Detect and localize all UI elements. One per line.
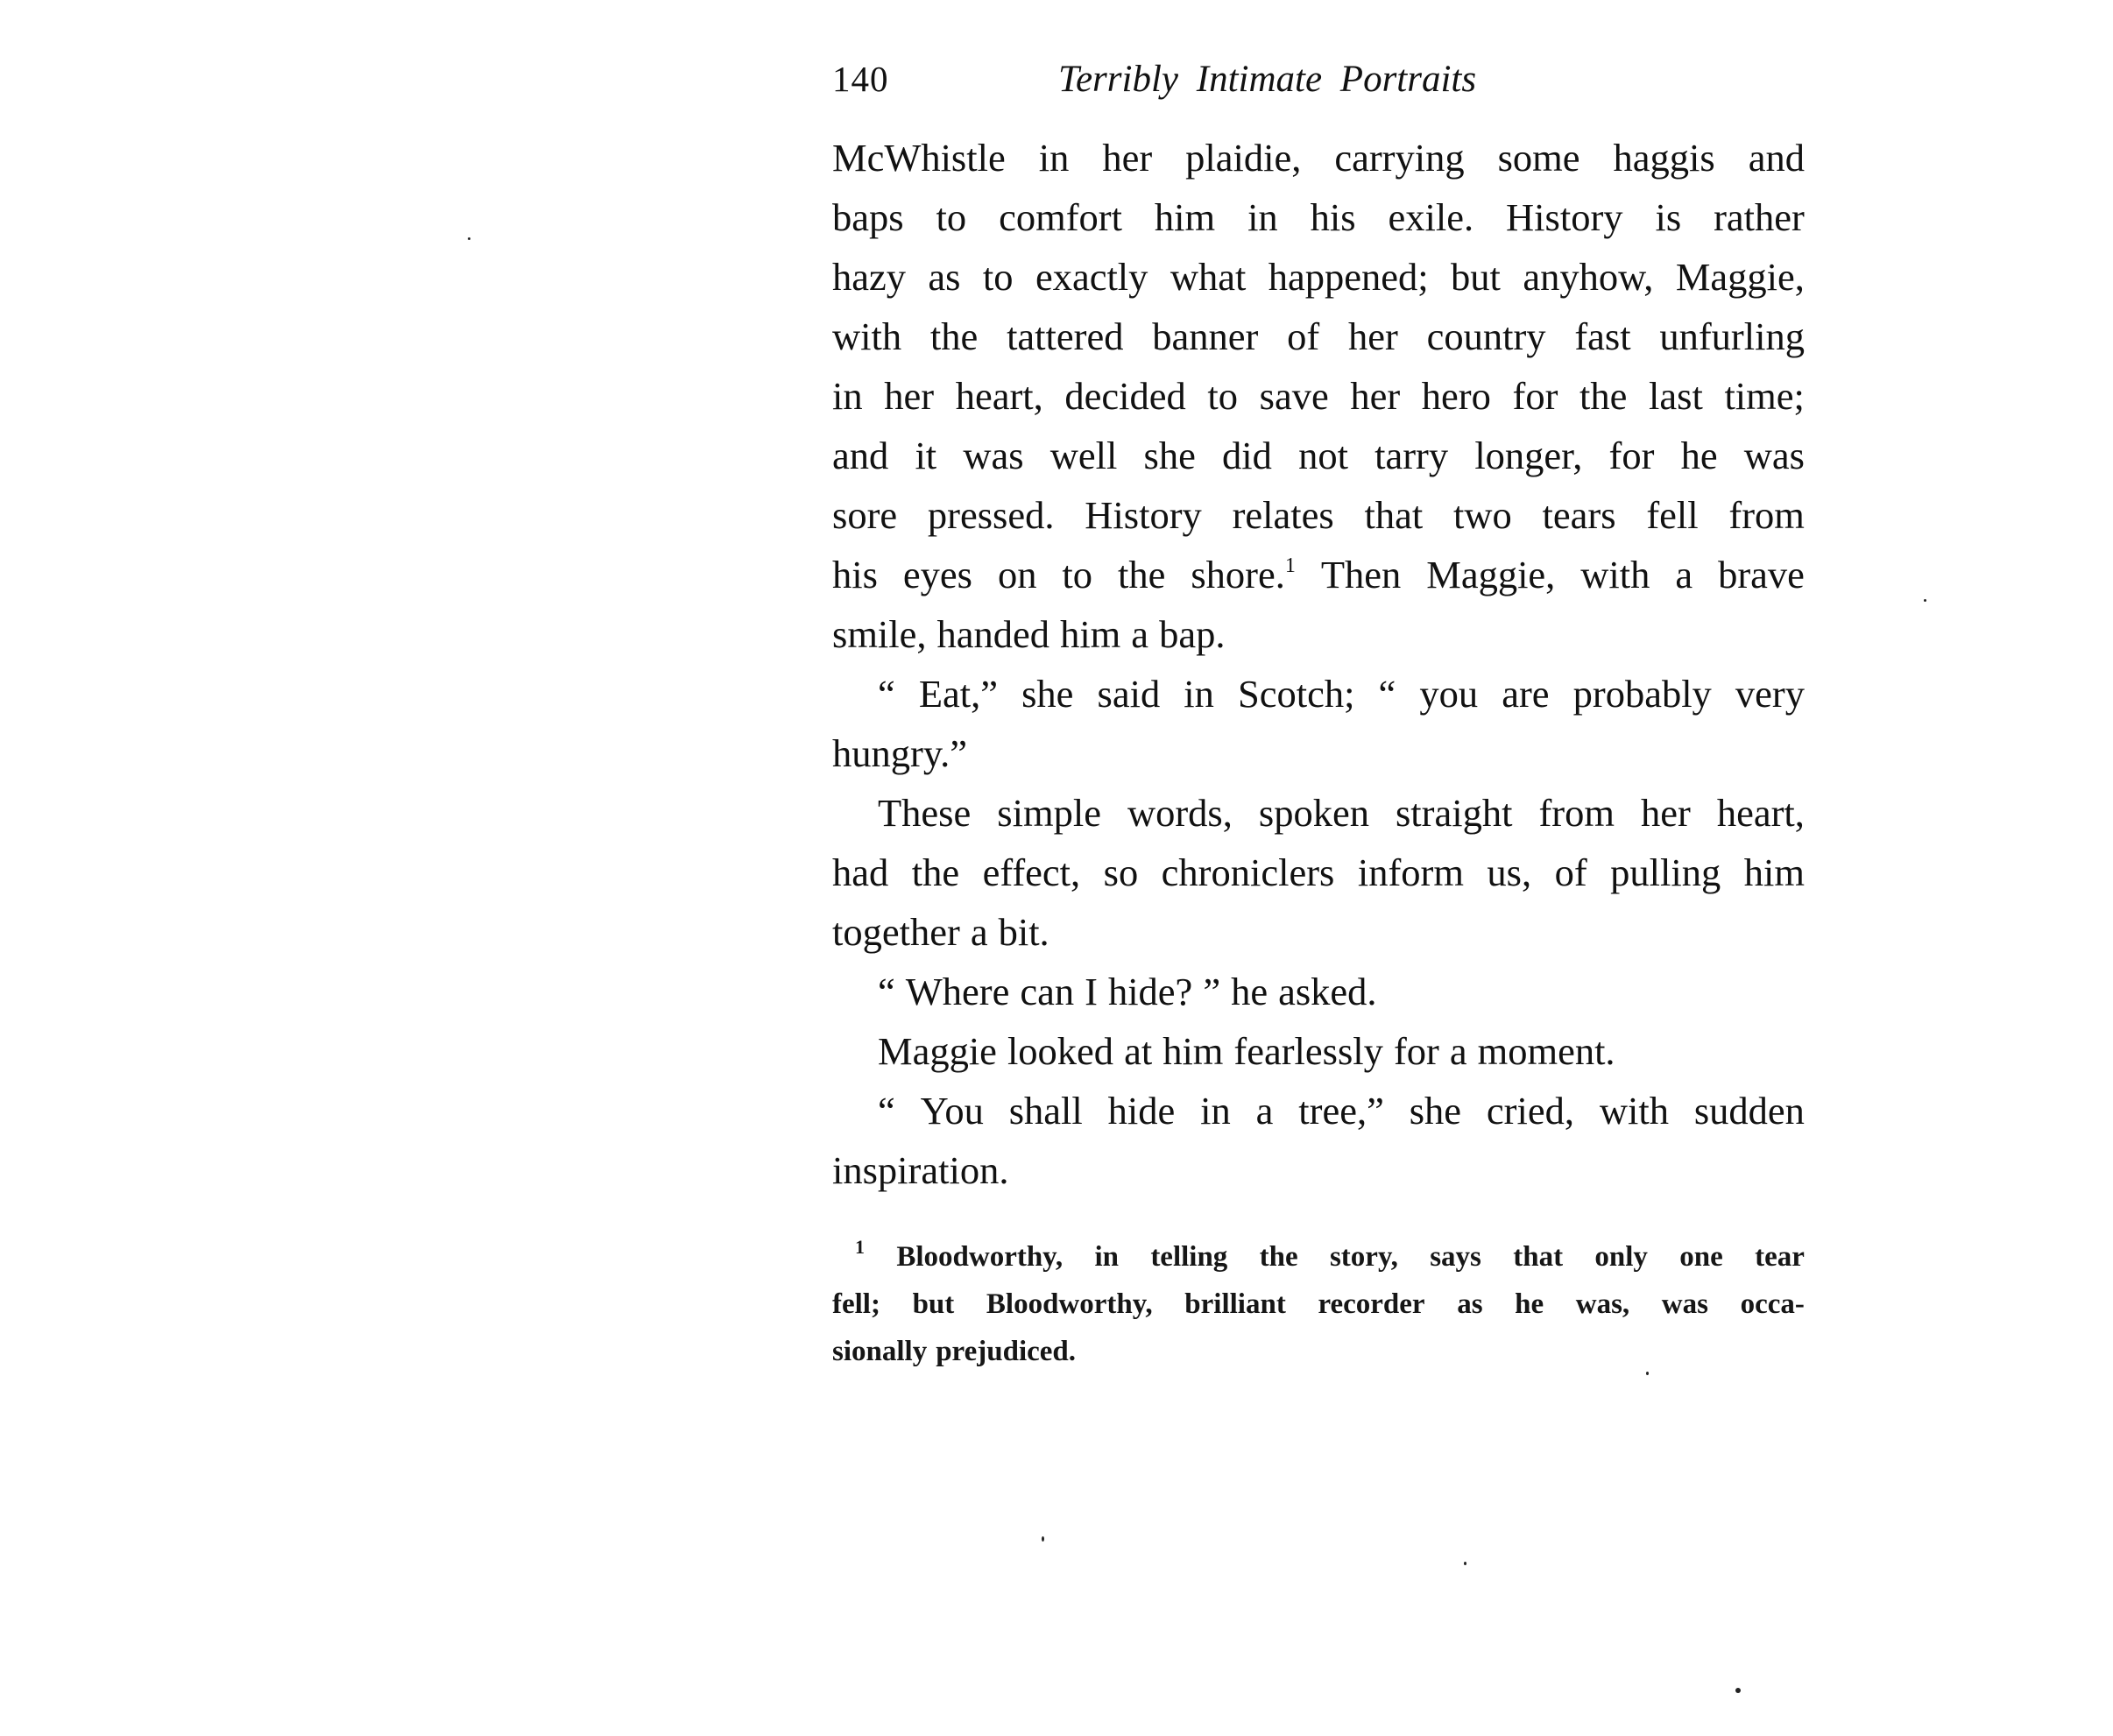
body-line: baps to comfort him in his exile. History is rather [832,195,1805,239]
body-line: hazy as to exactly what happened; but anyhow, Maggie, [832,255,1805,299]
footnote-line: $^1$ Bloodworthy, in telling the story, says that only one tear [855,1236,1805,1273]
body-line: hungry.” [832,731,968,775]
body-line: with the tattered banner of her country fast unfurling [832,314,1805,358]
scan-speck [1924,599,1926,602]
page-number: 140 [832,59,889,99]
body-line: McWhistle in her plaidie, carrying some haggis and [832,136,1805,180]
body-line: “ Where can I hide? ” he asked. [878,970,1377,1013]
body-line: sore pressed. History relates that two tears fell from [832,493,1805,537]
body-line: together a bit. [832,910,1049,954]
scan-speck [1735,1688,1741,1693]
body-line: “ Eat,” she said in Scotch; “ you are probably very [878,672,1805,716]
body-line: smile, handed him a bap. [832,612,1226,656]
body-line: inspiration. [832,1148,1009,1192]
scan-speck [1646,1372,1649,1375]
body-line: and it was well she did not tarry longer, for he was [832,434,1805,477]
body-line: his eyes on to the shore.$^1$ Then Maggie, with a brave [832,553,1805,596]
scan-speck [1042,1536,1044,1542]
page-header [832,58,1805,110]
body-line: Maggie looked at him fearlessly for a moment. [878,1029,1615,1073]
body-line: These simple words, spoken straight from her heart, [878,791,1805,835]
scan-speck [1464,1562,1466,1565]
body-line: “ You shall hide in a tree,” she cried, with sudden [878,1089,1805,1133]
body-line: in her heart, decided to save her hero for the last time; [832,374,1805,418]
scan-speck [468,237,470,240]
body-text [832,128,1805,1200]
body-line: had the effect, so chroniclers inform us, of pulling him [832,850,1805,894]
footnote-line: fell; but Bloodworthy, brilliant recorder as he was, was occa- [832,1288,1805,1320]
running-title: Terribly Intimate Portraits [1058,59,1477,100]
footnote [832,1233,1805,1375]
footnote-line: sionally prejudiced. [832,1336,1077,1367]
